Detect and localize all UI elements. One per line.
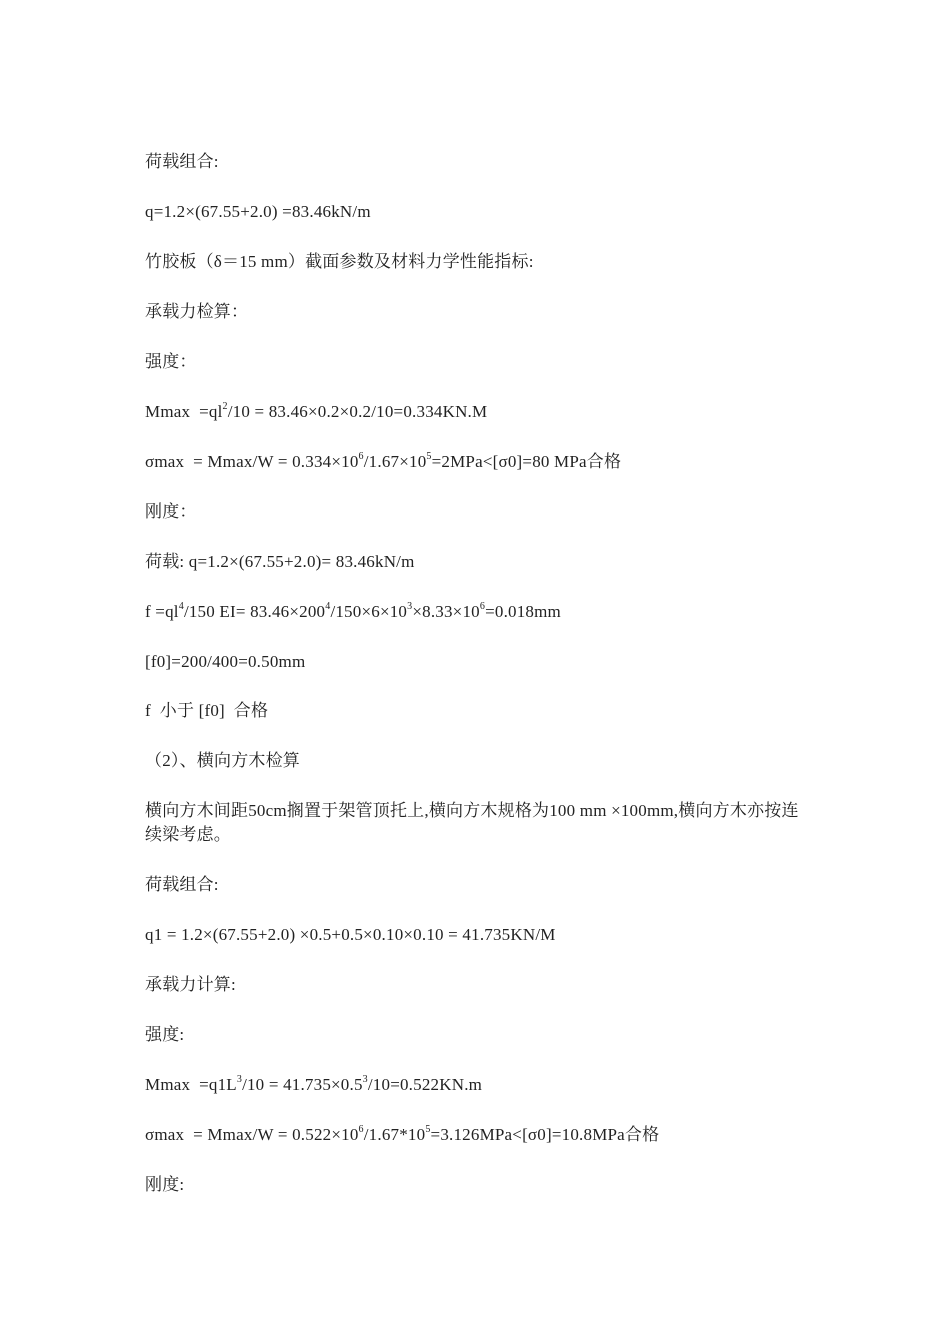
- text-line: [145, 600, 825, 624]
- text-run: （2）、横向方木检算: [145, 751, 300, 770]
- text-line: [145, 923, 825, 947]
- text-run: 承载力检算：: [145, 302, 249, 321]
- superscript: 6: [479, 601, 486, 613]
- text-run: 强度:: [145, 1025, 185, 1044]
- superscript: 5: [425, 1124, 431, 1136]
- text-line: [145, 350, 825, 374]
- text-run: /1.67×10: [363, 452, 427, 471]
- text-run: /10 = 41.735×0.5: [242, 1075, 363, 1094]
- text-run: 荷载: q=1.2×(67.55+2.0)= 83.46kN/m: [145, 552, 415, 571]
- text-line: [145, 500, 825, 524]
- text-run: 荷载组合:: [145, 875, 219, 894]
- text-run: /10 = 83.46×0.2×0.2/10=0.334KN.M: [227, 402, 488, 421]
- text-line: [145, 749, 825, 773]
- superscript: 6: [358, 451, 364, 463]
- superscript: 5: [426, 451, 432, 463]
- text-run: f =ql: [145, 602, 179, 621]
- text-line: [145, 1023, 825, 1047]
- text-paragraph: [145, 799, 815, 847]
- superscript: 4: [325, 601, 331, 613]
- text-run: /10=0.522KN.m: [367, 1075, 483, 1094]
- text-line: [145, 699, 825, 723]
- superscript: 6: [358, 1124, 364, 1136]
- text-run: /1.67*10: [363, 1125, 426, 1144]
- text-run: 刚度：: [145, 502, 197, 521]
- text-run: 刚度:: [145, 1175, 185, 1194]
- text-run: σmax = Mmax/W = 0.522×10: [145, 1125, 359, 1144]
- text-run: /150 EI= 83.46×200: [183, 602, 326, 621]
- text-run: q=1.2×(67.55+2.0) =83.46kN/m: [145, 202, 371, 221]
- superscript: 3: [407, 601, 413, 613]
- text-run: 承载力计算:: [145, 975, 236, 994]
- text-line: [145, 873, 825, 897]
- text-line: [145, 650, 825, 674]
- text-line: [145, 1123, 825, 1147]
- text-line: [145, 250, 825, 274]
- superscript: 3: [362, 1074, 368, 1086]
- text-line: [145, 450, 825, 474]
- text-line: [145, 973, 825, 997]
- text-run: 竹胶板（δ＝15 mm）截面参数及材料力学性能指标:: [145, 252, 534, 271]
- text-line: [145, 1073, 825, 1097]
- text-run: 强度：: [145, 352, 197, 371]
- text-run: q1 = 1.2×(67.55+2.0) ×0.5+0.5×0.10×0.10 = 41.735KN/M: [145, 925, 556, 944]
- superscript: 2: [222, 401, 228, 413]
- superscript: 4: [178, 601, 184, 613]
- text-run: f 小于 [f0] 合格: [145, 701, 269, 720]
- text-run: 横向方木间距50cm搁置于架管顶托上,横向方木规格为100 mm ×100mm,横向方木亦按连续梁考虑。: [145, 801, 799, 844]
- text-run: ×8.33×10: [412, 602, 480, 621]
- text-run: [f0]=200/400=0.50mm: [145, 652, 306, 671]
- text-run: Mmax =q1L: [145, 1075, 237, 1094]
- text-run: =0.018mm: [485, 602, 561, 621]
- text-run: =3.126MPa<[σ0]=10.8MPa合格: [430, 1125, 660, 1144]
- text-run: /150×6×10: [330, 602, 408, 621]
- text-line: [145, 300, 825, 324]
- text-run: 荷载组合:: [145, 152, 219, 171]
- text-line: [145, 200, 825, 224]
- text-line: [145, 150, 825, 174]
- text-line: [145, 550, 825, 574]
- text-run: σmax = Mmax/W = 0.334×10: [145, 452, 359, 471]
- text-line: [145, 400, 825, 424]
- text-line: [145, 1173, 825, 1197]
- superscript: 3: [236, 1074, 243, 1086]
- text-run: =2MPa<[σ0]=80 MPa合格: [431, 452, 622, 471]
- text-run: Mmax =ql: [145, 402, 223, 421]
